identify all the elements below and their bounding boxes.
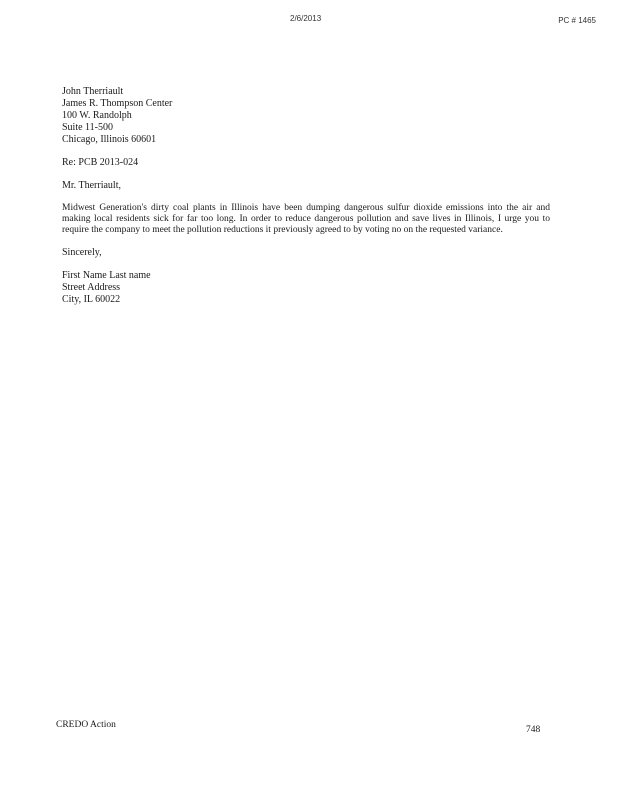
signature-block (62, 270, 550, 306)
page-number: 748 (526, 725, 541, 735)
subject-line: Re: PCB 2013-024 (62, 157, 139, 168)
recipient-address (62, 86, 550, 146)
pc-number: PC # 1465 (558, 16, 596, 25)
signature-line: Street Address (62, 282, 121, 293)
signature-line: First Name Last name (62, 270, 151, 281)
salutation: Mr. Therriault, (62, 180, 121, 191)
address-line: 100 W. Randolph (62, 110, 132, 121)
document-date: 2/6/2013 (290, 14, 322, 23)
address-line: Chicago, Illinois 60601 (62, 134, 157, 145)
closing: Sincerely, (62, 247, 102, 258)
letter-body: Midwest Generation's dirty coal plants in Illinois have been dumping dangerous sulfur dioxide emissions into the air and making local residents sick for far too long. In order to reduce dangerous pollution and save lives in Illinois, I urge you to require the company to meet the pollution reductions it previously agreed to by voting no on the requested variance. (62, 203, 550, 235)
letter (62, 86, 550, 306)
address-line: John Therriault (62, 86, 124, 97)
address-line: Suite 11-500 (62, 122, 114, 133)
signature-line: City, IL 60022 (62, 294, 121, 305)
address-line: James R. Thompson Center (62, 98, 173, 109)
footer-organization: CREDO Action (56, 720, 116, 730)
